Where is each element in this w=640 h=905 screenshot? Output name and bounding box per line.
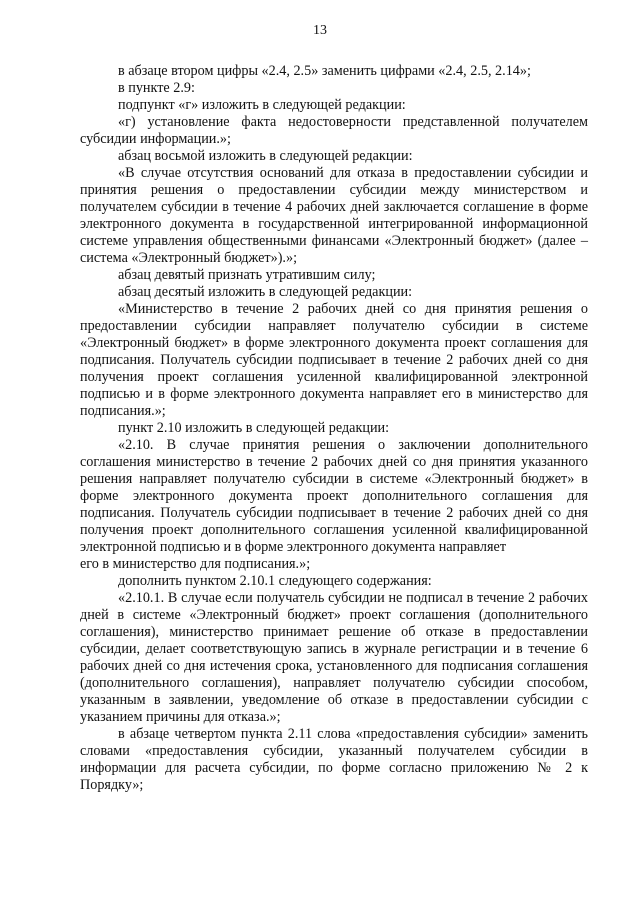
paragraph-1: в абзаце втором цифры «2.4, 2.5» заменить цифрами «2.4, 2.5, 2.14»;: [118, 63, 531, 79]
paragraph-6: «В случае отсутствия оснований для отказа в предоставлении субсидии и принятия решения о предоставлении субсидии между министерством и получателем субсидии в течение 4 рабочих дней заключается соглашение в форме электронного документа в государственной интегрированной информационной системе управления общественными финансами «Электронный бюджет» (далее – система «Электронный бюджет»).»;: [80, 165, 588, 266]
paragraph-8: абзац десятый изложить в следующей редакции:: [118, 284, 413, 300]
paragraph-4: «г) установление факта недостоверности представленной получателем субсидии информации.»;: [80, 114, 588, 147]
paragraph-2: в пункте 2.9:: [118, 80, 195, 96]
paragraph-12: его в министерство для подписания.»;: [80, 556, 311, 572]
paragraph-3: подпункт «г» изложить в следующей редакции:: [118, 97, 406, 113]
paragraph-14: «2.10.1. В случае если получатель субсидии не подписал в течение 2 рабочих дней в системе «Электронный бюджет» проект соглашения (дополнительного соглашения), министерство принимает решение об отказе в предоставлении субсидии, делает соответствующую запись в журнале регистрации и в течение 6 рабочих дней со дня истечения срока, установленного для подписания соглашения (дополнительного соглашения), направляет получателю субсидии способом, указанным в заявлении, уведомление об отказе в предоставлении субсидии с указанием причины для отказа.»;: [80, 590, 588, 725]
paragraph-10: пункт 2.10 изложить в следующей редакции:: [118, 420, 390, 436]
paragraph-11: «2.10. В случае принятия решения о заключении дополнительного соглашения министерство в течение 2 рабочих дней со дня принятия указанного решения направляет получателю субсидии в системе «Электронный бюджет» в форме электронного документа проект дополнительного соглашения для подписания. Получатель субсидии подписывает в течение 2 рабочих дней со дня получения проект дополнительного соглашения усиленной квалифицированной электронной подписью и в форме электронного документа направляет: [80, 437, 588, 555]
paragraph-9: «Министерство в течение 2 рабочих дней со дня принятия решения о предоставлении субсидии направляет получателю субсидии в системе «Электронный бюджет» в форме электронного документа проект соглашения для подписания. Получатель субсидии подписывает в течение 2 рабочих дней со дня получения проект соглашения усиленной квалифицированной электронной подписью и в форме электронного документа направляет его в министерство для подписания.»;: [80, 301, 588, 419]
page-number: 13: [313, 23, 327, 38]
paragraph-15: в абзаце четвертом пункта 2.11 слова «предоставления субсидии» заменить словами «предоставления субсидии, указанный получателем субсидии в информации для расчета субсидии, по форме согласно приложению № 2 к Порядку»;: [80, 726, 588, 793]
paragraph-13: дополнить пунктом 2.10.1 следующего содержания:: [118, 573, 432, 589]
paragraph-7: абзац девятый признать утратившим силу;: [118, 267, 376, 283]
paragraph-5: абзац восьмой изложить в следующей редакции:: [118, 148, 413, 164]
document-body: [80, 63, 588, 794]
